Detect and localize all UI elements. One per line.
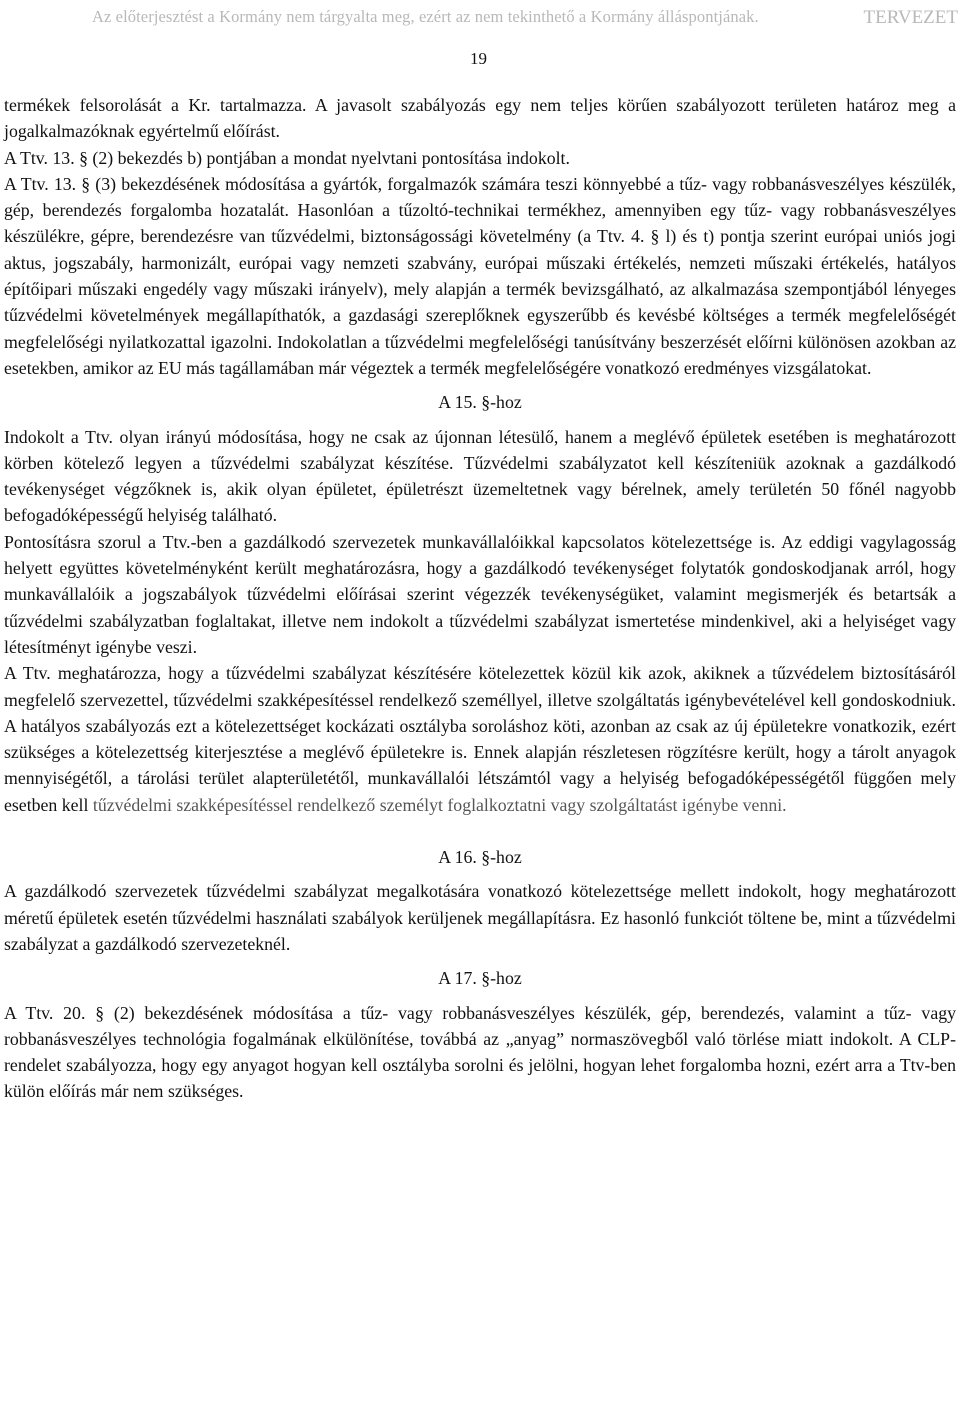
paragraph-usage-rules: A gazdálkodó szervezetek tűzvédelmi szabályzat megalkotására vonatkozó kötelezettsége mellett indokolt, hogy meghatározott méretű épületek esetén tűzvédelmi használati szabályok kerüljenek megállapításra. Ez hasonló funkciót töltene be, mint a tűzvédelmi szabályzat a gazdálkodó szervezeteknél. — [4, 881, 956, 954]
page-header — [0, 4, 960, 28]
section-heading-15: A 15. §-hoz — [438, 392, 522, 413]
paragraph-products: termékek felsorolását a Kr. tartalmazza. A javasolt szabályozás egy nem teljes körűen szabályozott területen határoz meg a jogalkalmazóknak egyértelmű előírást. — [4, 95, 956, 142]
header-notice: Az előterjesztést a Kormány nem tárgyalta meg, ezért az nem tekinthető a Kormány álláspontjának. — [92, 7, 759, 26]
paragraph-13-3: A Ttv. 13. § (3) bekezdésének módosítása a gyártók, forgalmazók számára teszi könnyebbé a tűz- vagy robbanásveszélyes készülék, gép, berendezés forgalomba hozatalát. Hasonlóan a tűzoltó-technikai termékhez, amennyiben egy tűz- vagy robbanásveszélyes készülékre, gépre, berendezésre van tűzvédelmi, biztonságossági követelmény (a Ttv. 4. § l) és t) pontja szerint európai uniós jogi aktus, jogszabály, harmonizált, európai vagy nemzeti szabvány, európai műszaki értékelés, nemzeti műszaki értékelés, hatályos építőipari műszaki engedély vagy műszaki irányelv), mely alapján a termék bevizsgálható, az alkalmazása szempontjából lényeges tűzvédelmi követelmények megállapíthatók, a gazdasági szereplőknek egyszerűbb és kevésbé költséges a termék megfelelőségét megfelelőségi nyilatkozattal igazolni. Indokolatlan a tűzvédelmi megfelelőségi tanúsítvány beszerzését előírni különösen azokban az esetekben, amikor az EU más tagállamában már végeztek a termék megfelelőségére vonatkozó eredményes vizsgálatokat. — [4, 173, 956, 378]
draft-label: TERVEZET — [863, 7, 958, 28]
section-heading-16: A 16. §-hoz — [438, 847, 522, 868]
section-heading-17: A 17. §-hoz — [438, 968, 522, 989]
page-number: 19 — [470, 49, 487, 68]
paragraph-qualified-person-main: A Ttv. meghatározza, hogy a tűzvédelmi szabályzat készítésére kötelezettek közül kik azok, akiknek a tűzvédelem biztosításáról megfelelő szervezettel, tűzvédelmi szakképesítéssel rendelkező személlyel, illetve szolgáltatás igénybevételével kell gondoskodniuk. A hatályos szabályozás ezt a kötelezettséget kockázati osztályba soroláshoz köti, azonban az csak az új épületekre vonatkozik, ezért szükséges a kötelezettség kiterjesztése a meglévő épületekre is. Ennek alapján részletesen rögzítésre került, hogy a tárolt anyagok mennyiségétől, a tárolási terület alapterületétől, munkavállalói létszámtól vagy a helyiség befogadóképességétől függően mely esetben kell — [4, 663, 956, 815]
paragraph-13-2: A Ttv. 13. § (2) bekezdés b) pontjában a mondat nyelvtani pontosítása indokolt. — [4, 147, 570, 168]
paragraph-qualified-person-tail: tűzvédelmi szakképesítéssel rendelkező személyt foglalkoztatni vagy szolgáltatást igénybe venni. — [92, 794, 787, 815]
paragraph-employees: Pontosításra szorul a Ttv.-ben a gazdálkodó szervezetek munkavállalóikkal kapcsolatos kötelezettsége is. Az eddigi vagylagosság helyett együttes követelményként került meghatározásra, hogy a gazdálkodó tevékenységet folytatók gondoskodjanak arról, hogy munkavállalóik a jogszabályok tűzvédelmi előírásai szerint végezzék tevékenységüket, valamint megismerjék és betartsák a tűzvédelmi szabályzatban foglaltakat, illetve nem indokolt a tűzvédelmi szabályzat ismertetése mindenkivel, aki a helyiséget vagy létesítményt igénybe veszi. — [4, 531, 956, 657]
paragraph-fire-rules-existing: Indokolt a Ttv. olyan irányú módosítása, hogy ne csak az újonnan létesülő, hanem a meglévő épületek esetében is meghatározott körben kötelező legyen a tűzvédelmi szabályzat készítése. Tűzvédelmi szabályzatot kell készíteniük azoknak a gazdálkodó tevékenységet végzőknek is, akik olyan épületet, épületrészt üzemeltetnek vagy bérelnek, amely területén 50 főnél nagyobb befogadóképességű helyiség található. — [4, 426, 956, 526]
document-body — [4, 92, 956, 1105]
paragraph-qualified-person — [4, 660, 956, 818]
paragraph-20-2: A Ttv. 20. § (2) bekezdésének módosítása a tűz- vagy robbanásveszélyes készülék, gép, berendezés, valamint a tűz- vagy robbanásveszélyes technológia fogalmának elkülönítése, továbbá az „anyag” normaszövegből való törlése miatt indokolt. A CLP-rendelet szabályozza, hogy egy anyagot hogyan kell osztályba sorolni és jelölni, hogyan lehet forgalomba hozni, ezért arra a Ttv-ben külön előírás már nem szükséges. — [4, 1002, 956, 1102]
